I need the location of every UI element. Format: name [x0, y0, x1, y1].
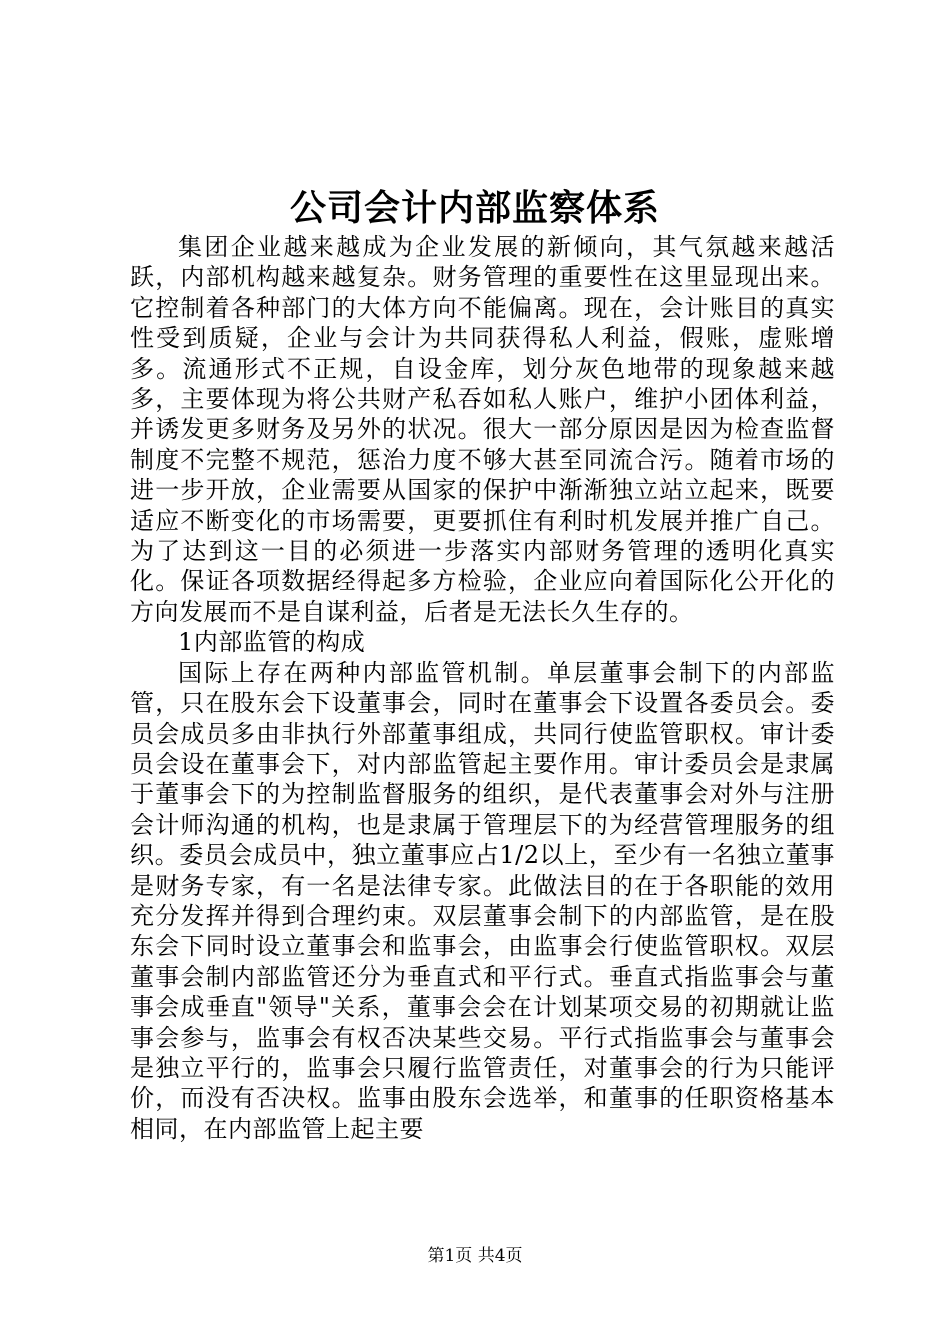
section-heading: 1内部监管的构成 — [178, 628, 366, 657]
paragraph-section-1: 国际上存在两种内部监管机制。单层董事会制下的内部监管，只在股东会下设董事会，同时在董事会下设置各委员会。委员会成员多由非执行外部董事组成，共同行使监管职权。审计委员会设在董事会下，对内部监管起主要作用。审计委员会是隶属于董事会下的为控制监督服务的组织，是代表董事会对外与注册会计师沟通的机构，也是隶属于管理层下的为经营管理服务的组织。委员会成员中，独立董事应占1/2以上，至少有一名独立董事是财务专家，有一名是法律专家。此做法目的在于各职能的效用充分发挥并得到合理约束。双层董事会制下的内部监管，是在股东会下同时设立董事会和监事会，由监事会行使监管职权。双层董事会制内部监管还分为垂直式和平行式。垂直式指监事会与董事会成垂直"领导"关系，董事会会在计划某项交易的初期就让监事会参与，监事会有权否决某些交易。平行式指监事会与董事会是独立平行的，监事会只履行监管责任，对董事会的行为只能评价，而没有否决权。监事由股东会选举，和董事的任职资格基本相同，在内部监管上起主要 — [130, 658, 835, 1143]
document-title: 公司会计内部监察体系 — [289, 187, 660, 229]
paragraph-intro: 集团企业越来越成为企业发展的新倾向，其气氛越来越活跃，内部机构越来越复杂。财务管理的重要性在这里显现出来。它控制着各种部门的大体方向不能偏离。现在，会计账目的真实性受到质疑，企业与会计为共同获得私人利益，假账，虚账增多。流通形式不正规，自设金库，划分灰色地带的现象越来越多，主要体现为将公共财产私吞如私人账户，维护小团体利益，并诱发更多财务及另外的状况。很大一部分原因是因为检查监督制度不完整不规范，惩治力度不够大甚至同流合污。随着市场的进一步开放，企业需要从国家的保护中渐渐独立站立起来，既要适应不断变化的市场需要，更要抓住有利时机发展并推广自己。为了达到这一目的必须进一步落实内部财务管理的透明化真实化。保证各项数据经得起多方检验，企业应向着国际化公开化的方向发展而不是自谋利益，后者是无法长久生存的。 — [130, 233, 835, 626]
document-body — [130, 232, 835, 1144]
page-footer: 第1页 共4页 — [427, 1246, 523, 1266]
